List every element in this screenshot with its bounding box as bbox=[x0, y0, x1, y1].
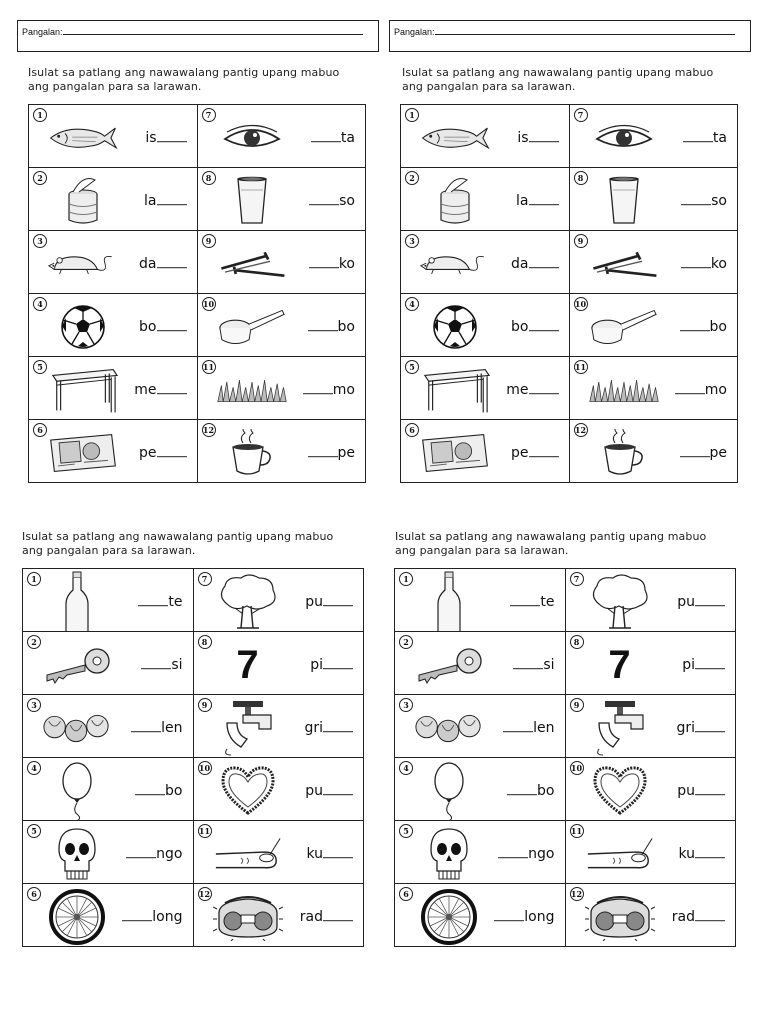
answer-blank[interactable] bbox=[507, 782, 537, 795]
answer-blank[interactable] bbox=[529, 255, 559, 268]
worksheet-row bbox=[29, 105, 366, 168]
item-number: 8 bbox=[574, 171, 588, 185]
worksheet-cell bbox=[29, 105, 198, 168]
item-number: 1 bbox=[33, 108, 47, 122]
syllable-word: ko bbox=[309, 255, 355, 272]
eye-icon bbox=[216, 113, 288, 163]
item-number: 2 bbox=[399, 635, 413, 649]
worksheet-row bbox=[401, 168, 738, 231]
finger-nail-icon bbox=[584, 829, 656, 879]
item-number: 4 bbox=[27, 761, 41, 775]
worksheet-cell bbox=[569, 294, 738, 357]
syllable-word: pe bbox=[680, 444, 728, 461]
answer-blank[interactable] bbox=[303, 381, 333, 394]
item-number: 10 bbox=[570, 763, 583, 773]
item-number: 7 bbox=[570, 572, 584, 586]
worksheet-cell bbox=[23, 758, 194, 821]
wheel-icon bbox=[413, 892, 485, 942]
answer-blank[interactable] bbox=[308, 318, 338, 331]
item-number: 4 bbox=[33, 297, 47, 311]
item-number: 7 bbox=[202, 108, 216, 122]
item-number: 1 bbox=[399, 572, 413, 586]
worksheet-row bbox=[23, 569, 364, 632]
item-number: 5 bbox=[405, 360, 419, 374]
answer-blank[interactable] bbox=[529, 318, 559, 331]
worksheet-row bbox=[29, 357, 366, 420]
worksheet-cell bbox=[569, 168, 738, 231]
item-number: 9 bbox=[570, 698, 584, 712]
answer-blank[interactable] bbox=[122, 908, 152, 921]
answer-blank[interactable] bbox=[680, 444, 710, 457]
answer-blank[interactable] bbox=[309, 255, 339, 268]
item-number: 2 bbox=[405, 171, 419, 185]
table-icon bbox=[419, 365, 491, 415]
item-number: 9 bbox=[574, 234, 588, 248]
worksheet-cell bbox=[395, 758, 566, 821]
grass-icon bbox=[588, 365, 660, 415]
answer-blank[interactable] bbox=[141, 656, 171, 669]
worksheet-row bbox=[23, 632, 364, 695]
instruction-top-left: Isulat sa patlang ang nawawalang pantig upang mabuo ang pangalan para sa larawan. bbox=[28, 66, 340, 93]
answer-blank[interactable] bbox=[323, 719, 353, 732]
worksheet-cell bbox=[197, 357, 366, 420]
syllable-word: ku bbox=[306, 845, 353, 862]
worksheet-row bbox=[395, 632, 736, 695]
worksheet-row bbox=[395, 758, 736, 821]
syllable-word: pi bbox=[310, 656, 353, 673]
item-number: 1 bbox=[27, 572, 41, 586]
worksheet-cell bbox=[401, 231, 570, 294]
worksheet-row bbox=[401, 420, 738, 483]
skull-icon bbox=[41, 829, 113, 879]
syllable-word: te bbox=[138, 593, 182, 610]
worksheet-cell bbox=[401, 168, 570, 231]
number-seven-icon bbox=[212, 640, 284, 690]
worksheet-cell bbox=[23, 695, 194, 758]
marbles-icon bbox=[41, 703, 113, 753]
worksheet-cell bbox=[193, 821, 364, 884]
faucet-icon bbox=[584, 703, 656, 753]
answer-blank[interactable] bbox=[157, 192, 187, 205]
skull-icon bbox=[413, 829, 485, 879]
bottle-icon bbox=[413, 577, 485, 627]
marbles-icon bbox=[413, 703, 485, 753]
syllable-word: pe bbox=[511, 444, 559, 461]
item-number: 10 bbox=[202, 299, 215, 309]
worksheet-table-top-right bbox=[400, 104, 738, 483]
coffee-cup-icon bbox=[216, 428, 288, 478]
worksheet-row bbox=[23, 758, 364, 821]
answer-blank[interactable] bbox=[323, 782, 353, 795]
mouse-icon bbox=[47, 239, 119, 289]
worksheet-row bbox=[401, 357, 738, 420]
syllable-word: rad bbox=[672, 908, 725, 925]
answer-blank[interactable] bbox=[681, 192, 711, 205]
name-label: Pangalan: bbox=[394, 27, 435, 37]
syllable-word: ta bbox=[683, 129, 727, 146]
syllable-word: la bbox=[516, 192, 558, 209]
syllable-word: gri bbox=[304, 719, 353, 736]
item-number: 11 bbox=[202, 362, 215, 372]
worksheet-cell bbox=[29, 420, 198, 483]
answer-blank[interactable] bbox=[695, 908, 725, 921]
item-number: 2 bbox=[33, 171, 47, 185]
worksheet-cell bbox=[395, 884, 566, 947]
key-icon bbox=[413, 640, 485, 690]
syllable-word: si bbox=[141, 656, 182, 673]
syllable-word: pu bbox=[677, 782, 725, 799]
worksheet-cell bbox=[395, 695, 566, 758]
name-field-top-right[interactable] bbox=[389, 20, 751, 52]
answer-blank[interactable] bbox=[311, 129, 341, 142]
answer-blank[interactable] bbox=[323, 908, 353, 921]
item-number: 5 bbox=[399, 824, 413, 838]
answer-blank[interactable] bbox=[323, 593, 353, 606]
syllable-word: bo bbox=[511, 318, 558, 335]
number-seven-icon bbox=[584, 640, 656, 690]
key-icon bbox=[41, 640, 113, 690]
worksheet-cell bbox=[23, 569, 194, 632]
worksheet-cell bbox=[565, 758, 736, 821]
syllable-word: is bbox=[145, 129, 186, 146]
worksheet-cell bbox=[395, 569, 566, 632]
soccer-ball-icon bbox=[419, 302, 491, 352]
answer-blank[interactable] bbox=[135, 782, 165, 795]
worksheet-cell bbox=[197, 294, 366, 357]
table-icon bbox=[47, 365, 119, 415]
answer-blank[interactable] bbox=[695, 719, 725, 732]
balloon-icon bbox=[413, 766, 485, 816]
answer-blank[interactable] bbox=[157, 255, 187, 268]
eye-icon bbox=[588, 113, 660, 163]
syllable-word: bo bbox=[308, 318, 355, 335]
can-icon bbox=[419, 176, 491, 226]
number-seven: 7 bbox=[236, 642, 259, 687]
finger-nail-icon bbox=[212, 829, 284, 879]
answer-blank[interactable] bbox=[494, 908, 524, 921]
nails-icon bbox=[216, 239, 288, 289]
item-number: 6 bbox=[27, 887, 41, 901]
bottle-icon bbox=[41, 577, 113, 627]
syllable-word: so bbox=[309, 192, 355, 209]
syllable-word: ngo bbox=[498, 845, 554, 862]
worksheet-cell bbox=[197, 231, 366, 294]
worksheet-cell bbox=[565, 632, 736, 695]
worksheet-cell bbox=[569, 105, 738, 168]
answer-blank[interactable] bbox=[675, 381, 705, 394]
worksheet-cell bbox=[29, 294, 198, 357]
heart-icon bbox=[584, 766, 656, 816]
radio-icon bbox=[212, 892, 284, 942]
worksheet-cell bbox=[193, 632, 364, 695]
worksheet-cell bbox=[29, 231, 198, 294]
answer-blank[interactable] bbox=[695, 782, 725, 795]
worksheet-row bbox=[29, 420, 366, 483]
item-number: 4 bbox=[405, 297, 419, 311]
syllable-word: long bbox=[494, 908, 554, 925]
worksheet-cell bbox=[401, 420, 570, 483]
answer-blank[interactable] bbox=[529, 381, 559, 394]
item-number: 7 bbox=[198, 572, 212, 586]
worksheet-row bbox=[395, 884, 736, 947]
syllable-word: te bbox=[510, 593, 554, 610]
syllable-word: pe bbox=[139, 444, 187, 461]
balloon-icon bbox=[41, 766, 113, 816]
ladle-icon bbox=[588, 302, 660, 352]
worksheet-cell bbox=[23, 884, 194, 947]
syllable-word: ngo bbox=[126, 845, 182, 862]
syllable-word: si bbox=[513, 656, 554, 673]
worksheet-cell bbox=[569, 420, 738, 483]
syllable-word: pu bbox=[677, 593, 725, 610]
coffee-cup-icon bbox=[588, 428, 660, 478]
wheel-icon bbox=[41, 892, 113, 942]
worksheet-cell bbox=[197, 105, 366, 168]
worksheet-cell bbox=[401, 105, 570, 168]
item-number: 3 bbox=[27, 698, 41, 712]
worksheet-row bbox=[395, 695, 736, 758]
syllable-word: len bbox=[503, 719, 554, 736]
item-number: 11 bbox=[198, 826, 211, 836]
item-number: 11 bbox=[570, 826, 583, 836]
item-number: 9 bbox=[202, 234, 216, 248]
worksheet-cell bbox=[197, 168, 366, 231]
instruction-bottom-right: Isulat sa patlang ang nawawalang pantig upang mabuo ang pangalan para sa larawan. bbox=[395, 530, 707, 557]
worksheet-cell bbox=[401, 357, 570, 420]
item-number: 3 bbox=[405, 234, 419, 248]
worksheet-cell bbox=[565, 695, 736, 758]
worksheet-cell bbox=[193, 695, 364, 758]
answer-blank[interactable] bbox=[157, 129, 187, 142]
item-number: 7 bbox=[574, 108, 588, 122]
worksheet-row bbox=[29, 231, 366, 294]
worksheet-row bbox=[29, 168, 366, 231]
faucet-icon bbox=[212, 703, 284, 753]
worksheet-table-bottom-right bbox=[394, 568, 736, 947]
worksheet-cell bbox=[29, 168, 198, 231]
item-number: 10 bbox=[198, 763, 211, 773]
syllable-word: mo bbox=[675, 381, 727, 398]
syllable-word: da bbox=[139, 255, 186, 272]
syllable-word: bo bbox=[135, 782, 182, 799]
syllable-word: me bbox=[506, 381, 558, 398]
syllable-word: so bbox=[681, 192, 727, 209]
syllable-word: la bbox=[144, 192, 186, 209]
worksheet-cell bbox=[197, 420, 366, 483]
worksheet-row bbox=[395, 569, 736, 632]
worksheet-cell bbox=[401, 294, 570, 357]
mouse-icon bbox=[419, 239, 491, 289]
worksheet-cell bbox=[193, 569, 364, 632]
answer-blank[interactable] bbox=[529, 192, 559, 205]
item-number: 8 bbox=[570, 635, 584, 649]
worksheet-cell bbox=[565, 884, 736, 947]
syllable-word: ko bbox=[681, 255, 727, 272]
item-number: 5 bbox=[27, 824, 41, 838]
syllable-word: is bbox=[517, 129, 558, 146]
nails-icon bbox=[588, 239, 660, 289]
answer-blank[interactable] bbox=[529, 129, 559, 142]
syllable-word: gri bbox=[676, 719, 725, 736]
worksheet-table-bottom-left bbox=[22, 568, 364, 947]
syllable-word: pu bbox=[305, 593, 353, 610]
answer-blank[interactable] bbox=[309, 192, 339, 205]
syllable-word: ku bbox=[678, 845, 725, 862]
soccer-ball-icon bbox=[47, 302, 119, 352]
radio-icon bbox=[584, 892, 656, 942]
item-number: 6 bbox=[33, 423, 47, 437]
item-number: 8 bbox=[202, 171, 216, 185]
worksheet-row bbox=[29, 294, 366, 357]
name-field-top-left[interactable] bbox=[17, 20, 379, 52]
tree-icon bbox=[584, 577, 656, 627]
answer-blank[interactable] bbox=[695, 656, 725, 669]
item-number: 12 bbox=[570, 889, 583, 899]
peso-bill-icon bbox=[419, 428, 491, 478]
item-number: 6 bbox=[399, 887, 413, 901]
answer-blank[interactable] bbox=[157, 444, 187, 457]
worksheet-row bbox=[395, 821, 736, 884]
worksheet-cell bbox=[23, 821, 194, 884]
item-number: 4 bbox=[399, 761, 413, 775]
worksheet-cell bbox=[395, 632, 566, 695]
worksheet-cell bbox=[395, 821, 566, 884]
syllable-word: pe bbox=[308, 444, 356, 461]
answer-blank[interactable] bbox=[138, 593, 168, 606]
item-number: 8 bbox=[198, 635, 212, 649]
answer-blank[interactable] bbox=[157, 318, 187, 331]
worksheet-row bbox=[401, 231, 738, 294]
answer-blank[interactable] bbox=[681, 255, 711, 268]
syllable-word: da bbox=[511, 255, 558, 272]
worksheet-cell bbox=[193, 758, 364, 821]
syllable-word: bo bbox=[139, 318, 186, 335]
worksheet-cell bbox=[569, 231, 738, 294]
peso-bill-icon bbox=[47, 428, 119, 478]
worksheet-table-top-left bbox=[28, 104, 366, 483]
item-number: 11 bbox=[574, 362, 587, 372]
item-number: 12 bbox=[574, 425, 587, 435]
answer-blank[interactable] bbox=[323, 656, 353, 669]
instruction-top-right: Isulat sa patlang ang nawawalang pantig upang mabuo ang pangalan para sa larawan. bbox=[402, 66, 714, 93]
item-number: 2 bbox=[27, 635, 41, 649]
answer-blank[interactable] bbox=[503, 719, 533, 732]
syllable-word: pi bbox=[682, 656, 725, 673]
answer-blank[interactable] bbox=[498, 845, 528, 858]
syllable-word: bo bbox=[680, 318, 727, 335]
tree-icon bbox=[212, 577, 284, 627]
answer-blank[interactable] bbox=[529, 444, 559, 457]
item-number: 10 bbox=[574, 299, 587, 309]
worksheet-cell bbox=[193, 884, 364, 947]
fish-icon bbox=[419, 113, 491, 163]
syllable-word: bo bbox=[507, 782, 554, 799]
answer-blank[interactable] bbox=[695, 845, 725, 858]
worksheet-row bbox=[401, 294, 738, 357]
worksheet-cell bbox=[569, 357, 738, 420]
item-number: 3 bbox=[399, 698, 413, 712]
worksheet-row bbox=[23, 821, 364, 884]
answer-blank[interactable] bbox=[157, 381, 187, 394]
fish-icon bbox=[47, 113, 119, 163]
answer-blank[interactable] bbox=[695, 593, 725, 606]
syllable-word: ta bbox=[311, 129, 355, 146]
worksheet-cell bbox=[565, 569, 736, 632]
answer-blank[interactable] bbox=[683, 129, 713, 142]
item-number: 6 bbox=[405, 423, 419, 437]
syllable-word: me bbox=[134, 381, 186, 398]
answer-blank[interactable] bbox=[510, 593, 540, 606]
number-seven: 7 bbox=[608, 642, 631, 687]
item-number: 5 bbox=[33, 360, 47, 374]
glass-icon bbox=[588, 176, 660, 226]
worksheet-cell bbox=[565, 821, 736, 884]
answer-blank[interactable] bbox=[308, 444, 338, 457]
worksheet-row bbox=[401, 105, 738, 168]
syllable-word: pu bbox=[305, 782, 353, 799]
syllable-word: mo bbox=[303, 381, 355, 398]
syllable-word: len bbox=[131, 719, 182, 736]
heart-icon bbox=[212, 766, 284, 816]
grass-icon bbox=[216, 365, 288, 415]
answer-blank[interactable] bbox=[513, 656, 543, 669]
worksheet-cell bbox=[23, 632, 194, 695]
can-icon bbox=[47, 176, 119, 226]
glass-icon bbox=[216, 176, 288, 226]
syllable-word: rad bbox=[300, 908, 353, 925]
instruction-bottom-left: Isulat sa patlang ang nawawalang pantig upang mabuo ang pangalan para sa larawan. bbox=[22, 530, 334, 557]
answer-blank[interactable] bbox=[126, 845, 156, 858]
item-number: 12 bbox=[202, 425, 215, 435]
item-number: 12 bbox=[198, 889, 211, 899]
name-label: Pangalan: bbox=[22, 27, 63, 37]
answer-blank[interactable] bbox=[323, 845, 353, 858]
answer-blank[interactable] bbox=[131, 719, 161, 732]
item-number: 9 bbox=[198, 698, 212, 712]
worksheet-cell bbox=[29, 357, 198, 420]
syllable-word: long bbox=[122, 908, 182, 925]
item-number: 1 bbox=[405, 108, 419, 122]
item-number: 3 bbox=[33, 234, 47, 248]
ladle-icon bbox=[216, 302, 288, 352]
worksheet-row bbox=[23, 695, 364, 758]
worksheet-row bbox=[23, 884, 364, 947]
answer-blank[interactable] bbox=[680, 318, 710, 331]
